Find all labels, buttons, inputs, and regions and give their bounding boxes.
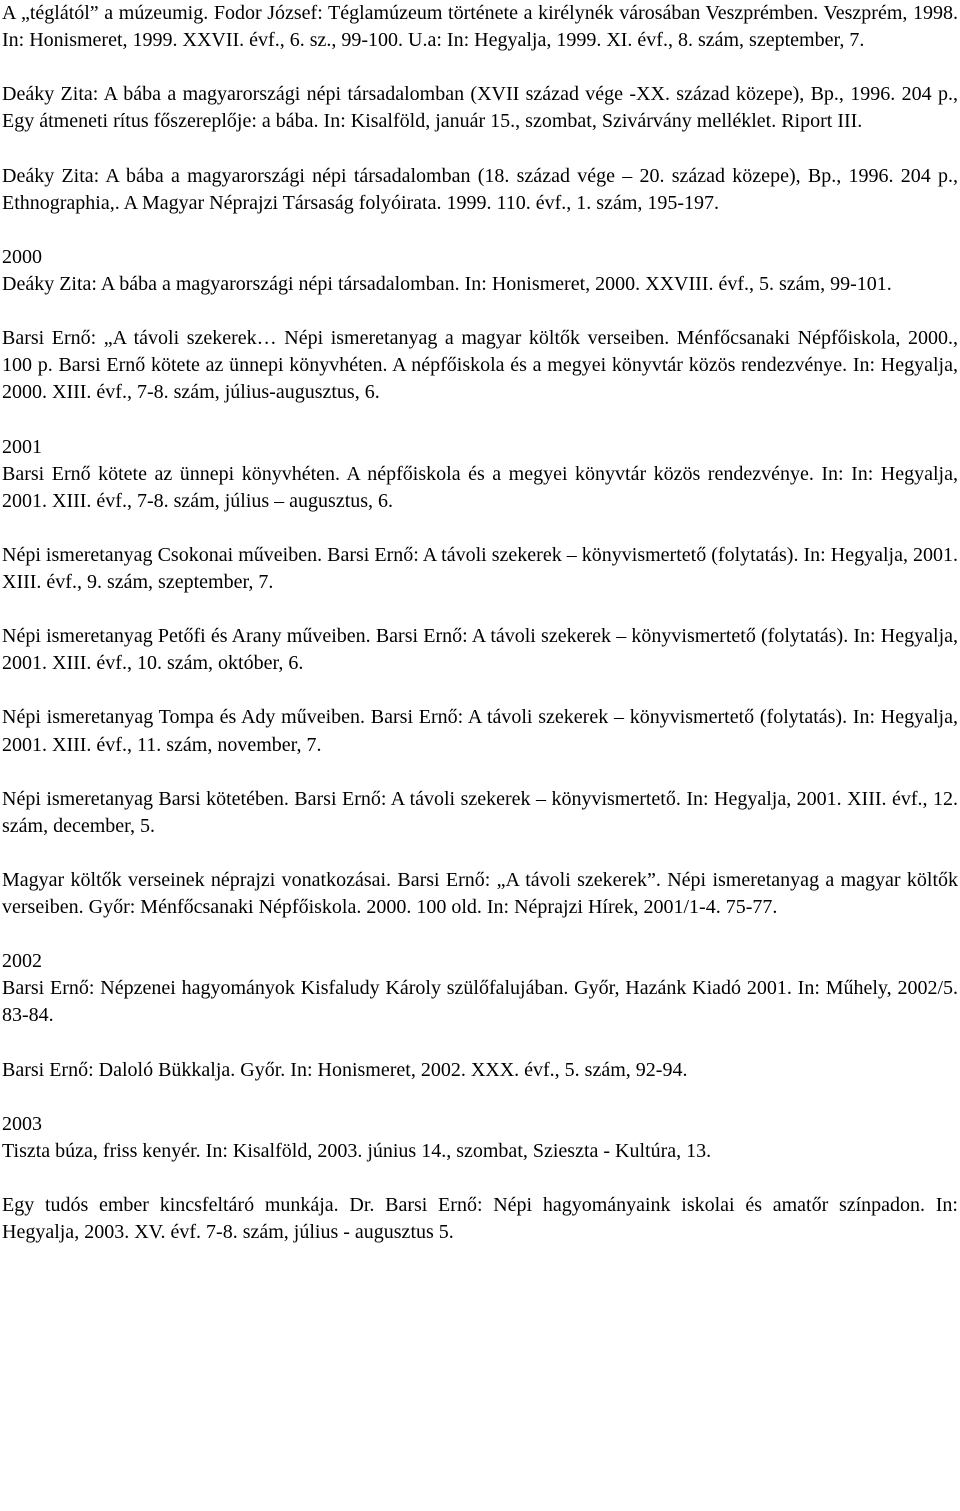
entry-text: Népi ismeretanyag Csokonai műveiben. Barsi Ernő: A távoli szekerek – könyvismertető (folytatás). In: Hegyalja, 2001. XIII. évf., 9. szám, szeptember, 7. bbox=[2, 543, 958, 593]
entry-text: Népi ismeretanyag Tompa és Ady műveiben. Barsi Ernő: A távoli szekerek – könyvismertető (folytatás). In: Hegyalja, 2001. XIII. évf., 11. szám, november, 7. bbox=[2, 706, 958, 756]
entry-text: Deáky Zita: A bába a magyarországi népi társadalomban (18. század vége – 20. század közepe), Bp., 1996. 204 p., Ethnographia,. A Magyar Néprajzi Társaság folyóirata. 1999. 110. évf., 1. szám, 195-197. bbox=[2, 164, 958, 214]
year-heading: 2000 bbox=[2, 245, 42, 268]
year-heading: 2003 bbox=[2, 1112, 42, 1135]
year-heading: 2001 bbox=[2, 435, 42, 458]
bibliography-entry bbox=[2, 81, 958, 135]
bibliography-entry bbox=[2, 325, 958, 406]
bibliography-entry bbox=[2, 623, 958, 677]
bibliography-entry bbox=[2, 244, 958, 298]
bibliography-entry bbox=[2, 1192, 958, 1246]
bibliography-entry bbox=[2, 867, 958, 921]
entry-text: Barsi Ernő: Daloló Bükkalja. Győr. In: Honismeret, 2002. XXX. évf., 5. szám, 92-94. bbox=[2, 1058, 688, 1081]
bibliography-entry bbox=[2, 434, 958, 515]
bibliography-entry bbox=[2, 704, 958, 758]
bibliography-entry bbox=[2, 1057, 958, 1084]
bibliography-entry bbox=[2, 948, 958, 1029]
entry-text: Barsi Ernő: „A távoli szekerek… Népi ismeretanyag a magyar költők verseiben. Ménfőcsanaki Népfőiskola, 2000., 100 p. Barsi Ernő kötete az ünnepi könyvhéten. A népfőiskola és a megyei könyvtár közös rendezvénye. In: Hegyalja, 2000. XIII. évf., 7-8. szám, július-augusztus, 6. bbox=[2, 327, 958, 404]
entry-text: Barsi Ernő kötete az ünnepi könyvhéten. A népfőiskola és a megyei könyvtár közös rendezvénye. In: In: Hegyalja, 2001. XIII. évf., 7-8. szám, július – augusztus, 6. bbox=[2, 462, 958, 512]
entry-text: Tiszta búza, friss kenyér. In: Kisalföld, 2003. június 14., szombat, Szieszta - Kultúra, 13. bbox=[2, 1139, 712, 1162]
entry-text: Magyar költők verseinek néprajzi vonatkozásai. Barsi Ernő: „A távoli szekerek”. Népi ismeretanyag a magyar költők verseiben. Győr: Ménfőcsanaki Népfőiskola. 2000. 100 old. In: Néprajzi Hírek, 2001/1-4. 75-77. bbox=[2, 869, 958, 919]
bibliography-entry bbox=[2, 542, 958, 596]
entry-text: Deáky Zita: A bába a magyarországi népi társadalomban. In: Honismeret, 2000. XXVIII. évf., 5. szám, 99-101. bbox=[2, 272, 892, 295]
entry-text: Népi ismeretanyag Barsi kötetében. Barsi Ernő: A távoli szekerek – könyvismertető. In: Hegyalja, 2001. XIII. évf., 12. szám, december, 5. bbox=[2, 787, 958, 837]
entry-text: Népi ismeretanyag Petőfi és Arany műveiben. Barsi Ernő: A távoli szekerek – könyvismertető (folytatás). In: Hegyalja, 2001. XIII. évf., 10. szám, október, 6. bbox=[2, 625, 958, 675]
bibliography-entry bbox=[2, 1111, 958, 1165]
bibliography-entry bbox=[2, 163, 958, 217]
bibliography-entry bbox=[2, 0, 958, 54]
entry-text: Barsi Ernő: Népzenei hagyományok Kisfaludy Károly szülőfalujában. Győr, Hazánk Kiadó 2001. In: Műhely, 2002/5. 83-84. bbox=[2, 977, 958, 1027]
bibliography-entry bbox=[2, 786, 958, 840]
entry-text: Deáky Zita: A bába a magyarországi népi társadalomban (XVII század vége -XX. század közepe), Bp., 1996. 204 p., Egy átmeneti rítus főszereplője: a bába. In: Kisalföld, január 15., szombat, Szivárvány melléklet. Riport III. bbox=[2, 83, 958, 133]
entry-text: Egy tudós ember kincsfeltáró munkája. Dr. Barsi Ernő: Népi hagyományaink iskolai és amatőr színpadon. In: Hegyalja, 2003. XV. évf. 7-8. szám, július - augusztus 5. bbox=[2, 1194, 958, 1244]
entry-text: A „téglától” a múzeumig. Fodor József: Téglamúzeum története a kirélynék városában Veszprémben. Veszprém, 1998. In: Honismeret, 1999. XXVII. évf., 6. sz., 99-100. U.a: In: Hegyalja, 1999. XI. évf., 8. szám, szeptember, 7. bbox=[2, 2, 958, 52]
year-heading: 2002 bbox=[2, 950, 42, 973]
